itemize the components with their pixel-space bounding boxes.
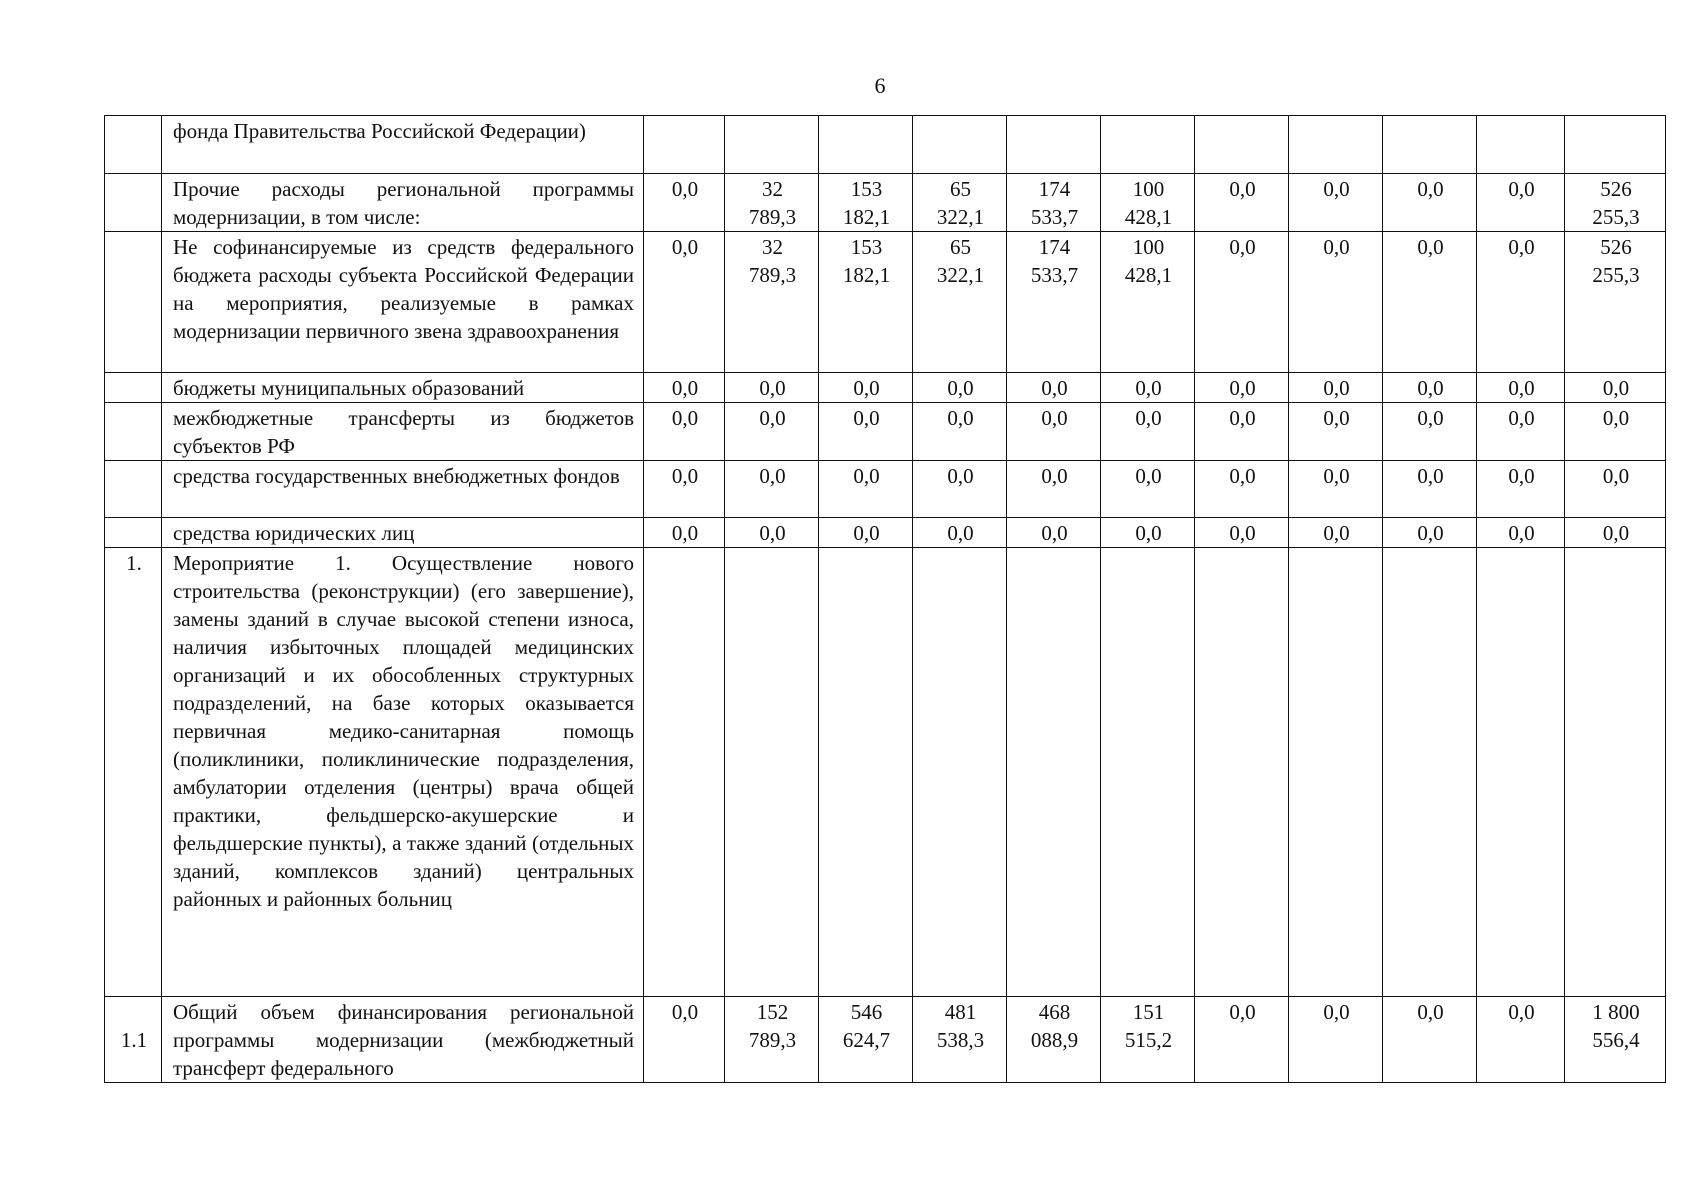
row-index <box>105 174 162 232</box>
value-cell <box>1195 548 1289 997</box>
value-cell: 153 182,1 <box>819 232 913 373</box>
value-cell: 0,0 <box>644 403 725 461</box>
value-cell: 0,0 <box>1477 232 1565 373</box>
value-cell <box>819 548 913 997</box>
value-cell <box>1007 116 1101 174</box>
value-cell: 0,0 <box>1007 403 1101 461</box>
value-cell: 0,0 <box>1195 232 1289 373</box>
value-cell <box>1565 548 1666 997</box>
value-cell <box>1101 548 1195 997</box>
table-row <box>105 997 1666 1083</box>
value-cell: 65 322,1 <box>913 232 1007 373</box>
value-cell: 526 255,3 <box>1565 174 1666 232</box>
value-cell: 0,0 <box>725 403 819 461</box>
value-cell: 0,0 <box>1565 373 1666 403</box>
row-index: 1.1 <box>105 997 162 1083</box>
value-cell: 0,0 <box>1383 403 1477 461</box>
value-cell: 0,0 <box>1101 518 1195 548</box>
value-cell: 0,0 <box>913 403 1007 461</box>
value-cell: 153 182,1 <box>819 174 913 232</box>
row-description: Мероприятие 1. Осуществление нового строительства (реконструкции) (его завершение), замены зданий в случае высокой степени износа, наличия избыточных площадей медицинских организаций и их обособленных структурных подразделений, на базе которых оказывается первичная медико-санитарная помощь (поликлиники, поликлинические подразделения, амбулатории отделения (центры) врача общей практики, фельдшерско-акушерские и фельдшерские пункты), а также зданий (отдельных зданий, комплексов зданий) центральных районных и районных больниц <box>162 548 644 997</box>
value-cell: 100 428,1 <box>1101 174 1195 232</box>
value-cell: 0,0 <box>1383 997 1477 1083</box>
row-index <box>105 518 162 548</box>
row-description: Не софинансируемые из средств федерального бюджета расходы субъекта Российской Федерации на мероприятия, реализуемые в рамках модернизации первичного звена здравоохранения <box>162 232 644 373</box>
value-cell <box>644 116 725 174</box>
row-index: 1. <box>105 548 162 997</box>
value-cell: 0,0 <box>1289 518 1383 548</box>
table-row <box>105 232 1666 373</box>
row-description: бюджеты муниципальных образований <box>162 373 644 403</box>
table-row <box>105 116 1666 174</box>
value-cell: 0,0 <box>644 997 725 1083</box>
value-cell: 0,0 <box>1289 174 1383 232</box>
value-cell: 0,0 <box>913 373 1007 403</box>
value-cell: 0,0 <box>1195 403 1289 461</box>
value-cell: 151 515,2 <box>1101 997 1195 1083</box>
value-cell: 0,0 <box>819 373 913 403</box>
value-cell: 0,0 <box>1565 461 1666 518</box>
row-index <box>105 373 162 403</box>
value-cell: 546 624,7 <box>819 997 913 1083</box>
value-cell: 0,0 <box>1101 461 1195 518</box>
value-cell <box>725 548 819 997</box>
budget-table <box>104 115 1666 1083</box>
value-cell: 0,0 <box>1383 461 1477 518</box>
value-cell: 0,0 <box>1477 997 1565 1083</box>
value-cell <box>913 116 1007 174</box>
value-cell: 0,0 <box>913 518 1007 548</box>
table-row <box>105 403 1666 461</box>
row-index <box>105 232 162 373</box>
value-cell <box>913 548 1007 997</box>
value-cell: 174 533,7 <box>1007 232 1101 373</box>
value-cell <box>1565 116 1666 174</box>
value-cell: 0,0 <box>1477 403 1565 461</box>
value-cell: 0,0 <box>1383 232 1477 373</box>
table-row <box>105 461 1666 518</box>
row-description: средства государственных внебюджетных фондов <box>162 461 644 518</box>
row-description: фонда Правительства Российской Федерации) <box>162 116 644 174</box>
value-cell: 0,0 <box>913 461 1007 518</box>
row-description: межбюджетные трансферты из бюджетов субъектов РФ <box>162 403 644 461</box>
value-cell: 0,0 <box>1565 518 1666 548</box>
value-cell <box>1289 116 1383 174</box>
value-cell <box>819 116 913 174</box>
value-cell: 481 538,3 <box>913 997 1007 1083</box>
value-cell: 0,0 <box>1007 461 1101 518</box>
table-row <box>105 548 1666 997</box>
value-cell <box>1383 548 1477 997</box>
value-cell: 0,0 <box>1289 403 1383 461</box>
value-cell: 0,0 <box>1101 403 1195 461</box>
value-cell: 65 322,1 <box>913 174 1007 232</box>
value-cell: 0,0 <box>644 461 725 518</box>
value-cell: 0,0 <box>644 232 725 373</box>
value-cell: 152 789,3 <box>725 997 819 1083</box>
value-cell <box>1289 548 1383 997</box>
value-cell: 0,0 <box>1383 373 1477 403</box>
value-cell: 0,0 <box>1007 518 1101 548</box>
value-cell <box>1195 116 1289 174</box>
value-cell <box>1007 548 1101 997</box>
value-cell: 526 255,3 <box>1565 232 1666 373</box>
value-cell <box>725 116 819 174</box>
value-cell: 100 428,1 <box>1101 232 1195 373</box>
table-row <box>105 373 1666 403</box>
value-cell: 0,0 <box>1289 232 1383 373</box>
value-cell: 0,0 <box>1565 403 1666 461</box>
value-cell: 0,0 <box>1195 997 1289 1083</box>
value-cell: 468 088,9 <box>1007 997 1101 1083</box>
value-cell: 32 789,3 <box>725 174 819 232</box>
value-cell: 0,0 <box>725 518 819 548</box>
value-cell: 0,0 <box>1477 373 1565 403</box>
value-cell: 0,0 <box>1195 461 1289 518</box>
value-cell: 0,0 <box>1289 373 1383 403</box>
value-cell: 0,0 <box>1195 518 1289 548</box>
value-cell: 174 533,7 <box>1007 174 1101 232</box>
value-cell: 0,0 <box>1477 518 1565 548</box>
row-index <box>105 116 162 174</box>
value-cell: 0,0 <box>819 403 913 461</box>
value-cell <box>644 548 725 997</box>
row-description: средства юридических лиц <box>162 518 644 548</box>
value-cell: 0,0 <box>1195 174 1289 232</box>
row-description: Прочие расходы региональной программы модернизации, в том числе: <box>162 174 644 232</box>
value-cell: 0,0 <box>644 373 725 403</box>
value-cell: 0,0 <box>1289 461 1383 518</box>
value-cell <box>1383 116 1477 174</box>
row-index <box>105 403 162 461</box>
value-cell: 0,0 <box>1383 174 1477 232</box>
value-cell <box>1477 116 1565 174</box>
value-cell: 0,0 <box>1383 518 1477 548</box>
table-row <box>105 518 1666 548</box>
table-row <box>105 174 1666 232</box>
value-cell: 0,0 <box>1477 461 1565 518</box>
value-cell: 1 800 556,4 <box>1565 997 1666 1083</box>
value-cell: 0,0 <box>644 174 725 232</box>
value-cell: 0,0 <box>1101 373 1195 403</box>
value-cell: 0,0 <box>819 518 913 548</box>
value-cell: 0,0 <box>644 518 725 548</box>
value-cell: 0,0 <box>1477 174 1565 232</box>
value-cell: 0,0 <box>1007 373 1101 403</box>
row-index <box>105 461 162 518</box>
page-number: 6 <box>874 73 886 98</box>
value-cell: 0,0 <box>725 373 819 403</box>
value-cell: 0,0 <box>725 461 819 518</box>
value-cell <box>1477 548 1565 997</box>
value-cell <box>1101 116 1195 174</box>
value-cell: 0,0 <box>1195 373 1289 403</box>
value-cell: 0,0 <box>819 461 913 518</box>
row-description: Общий объем финансирования региональной программы модернизации (межбюджетный трансферт федерального <box>162 997 644 1083</box>
value-cell: 32 789,3 <box>725 232 819 373</box>
value-cell: 0,0 <box>1289 997 1383 1083</box>
